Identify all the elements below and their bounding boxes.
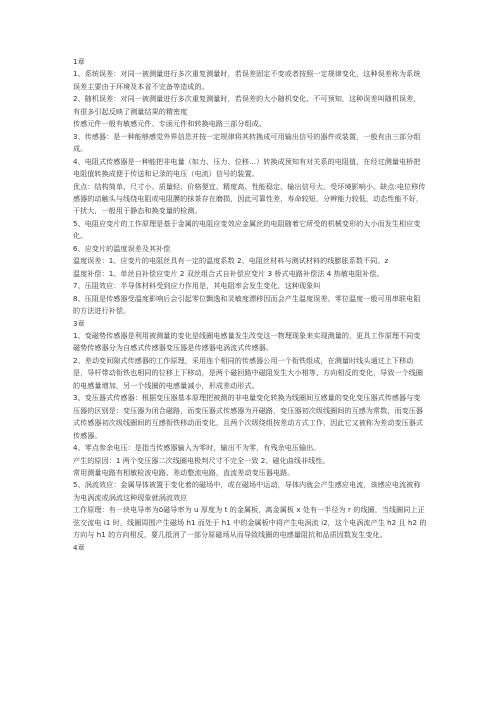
paragraph: 4、零点参余电压：是指当传感器输入为零时，输出不为零，有残余电压输出。 [73, 443, 321, 453]
document-body [73, 56, 427, 554]
paragraph: 1、系统误差：对同一被测量进行多次重复测量时，若误差固定不变或者按照一定规律变化，这种误差称为系统误差主要由于环境及本省不完备等造成的。 [73, 69, 421, 91]
paragraph: 1、变磁势传感器是利用被测量的变化是线圈电感量发生改变这一物理现象来实现测量的，更具工作原理不同变磁势传感器分为自感式传感器变压器是传感器电涡流式传感器。 [73, 330, 421, 353]
paragraph: 温度补偿：1、单丝自补偿应变片 2 双丝组合式自补偿应变片 3 桥式电路补偿法 4 热敏电阻补偿。 [73, 268, 384, 278]
paragraph: 工作原理：有一块电导率为δ磁导率为 u 厚度为 t 的金属板，离金属板 x 处有一半径为 r 的线圈，当线圈同上正弦交流电 i1 时，线圈周围产生磁场 h1 而处于 h1 中的金属板中将产生电涡流 i2，这个电涡流产生 h2 且 h2 的方向与 h1 的方向相反，要几抵消了一部分原磁场从而导致线圈的电感量阻抗和品质因数发生变化。 [73, 505, 427, 540]
paragraph: 常用测量电路有相敏检波电路、差动整流电路，直流差动变压器电路。 [73, 467, 295, 477]
chapter-heading: 1章 [73, 57, 85, 66]
paragraph: 3、传感器：是一种能够感觉外界信息并按一定规律将其转换成可用输出信号的器件或装置，一般有由三部分组成。 [73, 131, 421, 154]
paragraph: 2、随机误差：对同一被测量进行多次重复测量时，若误差的大小随机变化、不可预知，这种误差叫随机误差，有很多引起反映了测量结果的精密度 [73, 94, 421, 116]
paragraph: 7、压阻效应：半导体材料受到应力作用是，其电阻率会发生变化，这种现象叫 [73, 281, 321, 291]
paragraph: 5、涡流效应：金属导体被置于变化着的磁场中，或在磁场中运动，导体内就会产生感应电流，该感应电流被称为电涡流或涡流这种现象就涡流效应 [73, 480, 421, 502]
paragraph: 5、电阻应变片的工作原理是基于金属的电阻应变效应金属丝的电阻随着它所受的机械变形的大小而发生相应变化。 [73, 218, 421, 241]
paragraph: 产生的原因：1 两个变压器二次线圈电极判尺寸不完全一致 2、磁化曲线非线性。 [73, 455, 330, 465]
paragraph: 3、变压器式传感器：根据变压器基本原理把被测的非电量变化转换为线圈间互感量的变化变压器式传感器与变压器的区别是：变压器为闭合磁路，而变压器式传感器为开磁路，变压器初次级线圈间的互感为常数，而变压器式传感器初次级线圈间的互感衔铁移动而变化，且两个次级绕组按差动方式工作，因此它又被称为差动变压器式传感器。 [73, 393, 424, 440]
chapter-heading: 4章 [73, 542, 85, 552]
chapter-heading: 3章 [73, 318, 85, 328]
paragraph: 6、应变片的温度误差及其补偿 [73, 243, 171, 253]
paragraph: 温度误差：1、应变片的电阻丝具有一定的温度系数 2、电阻丝材料与测试材料的线膨胀系数不同。z [73, 256, 389, 266]
paragraph: 4、电阻式传感器是一种能把非电量（如力、压力、位移…）转换成预知有对关系的电阻值，在经过测量电桥把电阻值转换成便于传送和记录的电压（电流）信号的装置。 [73, 156, 421, 179]
paragraph: 2、差动变间隙式传感器的工作原理，采用连个相同的传感器公用一个衔铁组成，在测量时线头通过上下移动是，导杆带动衔铁也相同的位移上下移动，是两个磁回路中磁阻发生大小相等、方向相反的变化，导致一个线圈的电感量增加，另一个线圈的电感量减小，形成差动形式。 [73, 355, 424, 390]
paragraph: 优点：结构简单、尺寸小、质量轻、价格便宜、精度高、性能稳定、输出信号大、受环境影响小。缺点:电位移传感器的动触头与线绕电阻或电阻膜的抹茶存在磨损，因此可靠性差，寿命较短，分辨能力较低，动态性能不好，干扰大，一般用于静态和换变量的检测。 [73, 181, 426, 216]
paragraph: 8、压阻是传感器受温度影响后会引起零位飘逸和灵敏度漂移因而会产生温度误差。零位温度一般可用串联电阻的方法进行补偿。 [73, 293, 421, 316]
paragraph: 传感元件一般有敏感元件、专函元件和转换电路三部分组成。 [73, 119, 266, 129]
